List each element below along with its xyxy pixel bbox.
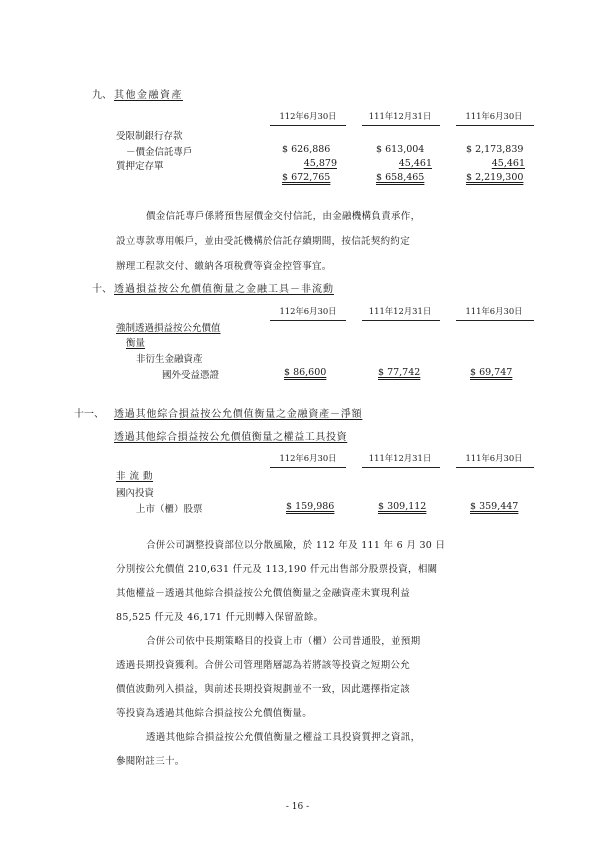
s11-para1-line4: 85,525 仟元及 46,171 仟元則轉入保留盈餘。 (116, 612, 324, 623)
s9-header-col3: 111年6月30日 (465, 111, 523, 121)
s10-header-rule-3 (456, 320, 534, 321)
s11-v2: $ 309,112 (378, 501, 427, 512)
s11-para2-line2: 透過長期投資獲利。合併公司管理階層認為若將該等投資之短期公允 (116, 660, 411, 671)
s11-para2-line3: 價值波動列入損益，與前述長期投資規劃並不一致，因此選擇指定該 (116, 684, 411, 695)
s9-header-col2: 111年12月31日 (368, 111, 432, 121)
s9-paragraph-line2: 設立專款專用帳戶，並由受託機構於信託存續期間，按信託契約約定 (116, 236, 411, 247)
s10-v2: $ 77,742 (378, 367, 421, 378)
s9-row2-v2: 45,461 (398, 158, 432, 169)
s10-label-nonderivative: 非衍生金融資產 (136, 354, 203, 365)
s11-v3: $ 359,447 (470, 501, 519, 512)
s10-header-col2: 111年12月31日 (368, 306, 432, 316)
s9-total-v2: $ 658,465 (376, 172, 425, 183)
s10-label-foreign-certificates: 國外受益憑證 (162, 370, 220, 381)
s11-para3-line2: 參閱附註三十。 (116, 756, 185, 767)
s9-row1-v1: $ 626,886 (282, 144, 331, 155)
s9-row1-v3: $ 2,173,839 (466, 144, 524, 155)
s11-header-rule-3 (456, 467, 534, 468)
s9-row1-v2: $ 613,004 (376, 144, 425, 155)
s10-header-col1: 112年6月30日 (279, 306, 337, 316)
s11-label-listed-stocks: 上市（櫃）股票 (136, 504, 203, 515)
s9-paragraph-line3: 辦理工程款交付、繳納各項稅費等資金控管事宜。 (116, 261, 332, 272)
section11-subtitle: 透過其他綜合損益按公允價值衡量之權益工具投資 (114, 432, 348, 443)
s11-para3-line1: 透過其他綜合損益按公允價值衡量之權益工具投資質押之資訊， (146, 732, 421, 743)
s11-header-col2: 111年12月31日 (368, 453, 432, 463)
s9-row1-label: －價金信託專戶 (126, 147, 193, 158)
s9-paragraph-line1: 價金信託專戶係將預售屋價金交付信託，由金融機構負責承作， (146, 211, 421, 222)
s11-para2-line1: 合併公司依中長期策略目的投資上市（櫃）公司普通股，並預期 (146, 636, 421, 647)
s9-row2-label: 質押定存單 (116, 161, 164, 172)
section11-number: 十一、 (74, 409, 104, 420)
s9-row2-v3: 45,461 (491, 158, 525, 169)
s11-para2-line4: 等投資為透過其他綜合損益按公允價值衡量。 (116, 708, 313, 719)
page-number: - 16 - (285, 802, 310, 812)
s11-header-col3: 111年6月30日 (465, 453, 523, 463)
s10-v1: $ 86,600 (284, 367, 327, 378)
s11-para1-line2: 分別按公允價值 210,631 仟元及 113,190 仟元出售部分股票投資，相關 (116, 564, 438, 575)
s9-total-v3: $ 2,219,300 (466, 172, 524, 183)
section11-title: 透過其他綜合損益按公允價值衡量之金融資產－淨額 (114, 409, 363, 420)
section10-title: 透過損益按公允價值衡量之金融工具－非流動 (114, 284, 334, 295)
s9-header-rule-3 (456, 125, 534, 126)
s11-para1-line3: 其他權益－透過其他綜合損益按公允價值衡量之金融資產未實現利益 (116, 588, 411, 599)
s10-v3: $ 69,747 (470, 367, 513, 378)
section9-number: 九、 (92, 90, 112, 101)
s9-row2-v1: 45,879 (303, 158, 337, 169)
s11-label-domestic: 國內投資 (116, 488, 155, 499)
s11-v1: $ 159,986 (286, 501, 335, 512)
s11-header-col1: 112年6月30日 (279, 453, 337, 463)
s11-header-rule-1 (270, 467, 346, 468)
s9-header-col1: 112年6月30日 (279, 111, 337, 121)
s9-group-label: 受限制銀行存款 (116, 131, 183, 142)
s9-total-v1: $ 672,765 (282, 172, 331, 183)
section9-title: 其他金融資產 (114, 90, 183, 101)
s10-header-rule-1 (270, 320, 346, 321)
s10-header-rule-2 (362, 320, 440, 321)
section10-number: 十、 (92, 284, 112, 295)
s10-label-mandatory: 強制透過損益按公允價值 (116, 323, 221, 334)
s10-header-col3: 111年6月30日 (465, 306, 523, 316)
s11-label-noncurrent: 非 流 動 (116, 471, 154, 482)
s9-header-rule-1 (270, 125, 346, 126)
s11-para1-line1: 合併公司調整投資部位以分散風險，於 112 年及 111 年 6 月 30 日 (146, 540, 446, 551)
s10-label-measured: 衡量 (126, 338, 146, 349)
s9-header-rule-2 (362, 125, 440, 126)
s11-header-rule-2 (362, 467, 440, 468)
